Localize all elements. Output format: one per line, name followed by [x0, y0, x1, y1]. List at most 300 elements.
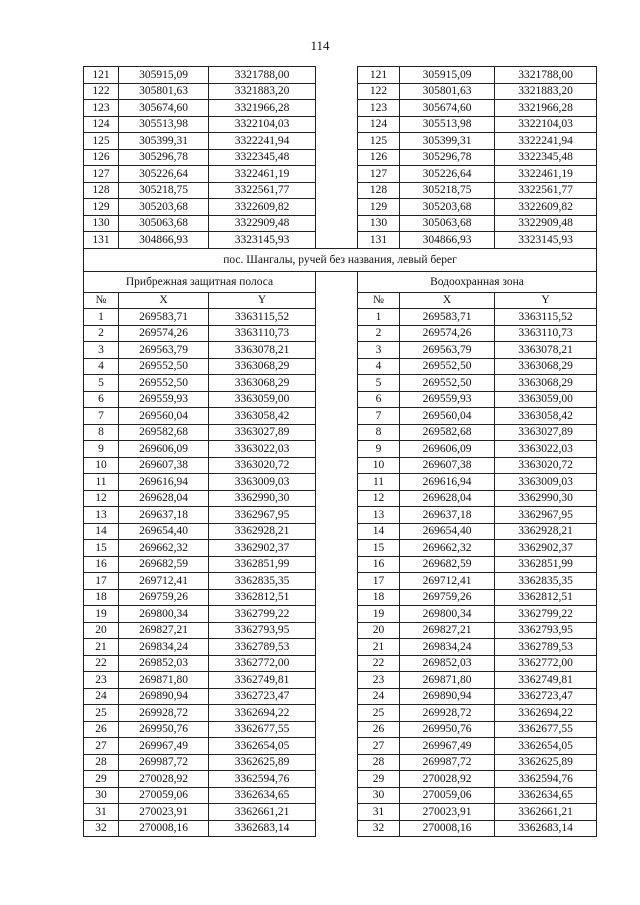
right-cell-no: 30: [358, 787, 400, 804]
left-cell-no: 32: [84, 820, 119, 837]
table-row: [84, 474, 597, 491]
table-gap: [316, 573, 358, 590]
left-cell-y: 3362677,55: [209, 721, 316, 738]
right-cell-no: 127: [358, 166, 400, 183]
left-cell-no: 14: [84, 523, 119, 540]
right-cell-y: 3362835,35: [495, 573, 597, 590]
left-cell-no: 122: [84, 83, 119, 100]
right-cell-y: 3362625,89: [495, 754, 597, 771]
right-cell-y: 3322461,19: [495, 166, 597, 183]
left-cell-y: 3322561,77: [209, 182, 316, 199]
right-cell-x: 305203,68: [400, 199, 495, 216]
left-cell-x: 305296,78: [119, 149, 209, 166]
left-cell-no: 123: [84, 100, 119, 117]
left-header-no: №: [84, 292, 119, 309]
right-cell-x: 269552,50: [400, 358, 495, 375]
right-cell-x: 269890,94: [400, 688, 495, 705]
left-cell-no: 130: [84, 215, 119, 232]
right-cell-no: 128: [358, 182, 400, 199]
table-gap: [316, 83, 358, 100]
right-cell-x: 305801,63: [400, 83, 495, 100]
right-cell-y: 3363022,03: [495, 441, 597, 458]
right-cell-no: 29: [358, 771, 400, 788]
right-cell-no: 122: [358, 83, 400, 100]
right-cell-x: 269682,59: [400, 556, 495, 573]
right-cell-no: 14: [358, 523, 400, 540]
right-cell-x: 270023,91: [400, 804, 495, 821]
left-cell-y: 3363058,42: [209, 408, 316, 425]
right-cell-y: 3362654,05: [495, 738, 597, 755]
table-row: [84, 232, 597, 249]
left-cell-no: 13: [84, 507, 119, 524]
table-gap: [316, 655, 358, 672]
right-cell-no: 15: [358, 540, 400, 557]
left-cell-x: 269606,09: [119, 441, 209, 458]
left-cell-y: 3323145,93: [209, 232, 316, 249]
right-cell-y: 3363068,29: [495, 358, 597, 375]
table-gap: [316, 474, 358, 491]
left-cell-y: 3362654,05: [209, 738, 316, 755]
table-row: [84, 490, 597, 507]
left-cell-no: 1: [84, 309, 119, 326]
left-cell-y: 3362967,95: [209, 507, 316, 524]
left-cell-x: 305063,68: [119, 215, 209, 232]
table-gap: [316, 100, 358, 117]
right-cell-x: 269852,03: [400, 655, 495, 672]
left-cell-y: 3362694,22: [209, 705, 316, 722]
right-cell-x: 269628,04: [400, 490, 495, 507]
table-gap: [316, 639, 358, 656]
left-cell-x: 269834,24: [119, 639, 209, 656]
right-cell-x: 269928,72: [400, 705, 495, 722]
right-cell-y: 3363110,73: [495, 325, 597, 342]
table-row: [84, 556, 597, 573]
table-gap: [316, 391, 358, 408]
left-cell-no: 18: [84, 589, 119, 606]
right-cell-x: 269559,93: [400, 391, 495, 408]
left-cell-no: 21: [84, 639, 119, 656]
right-cell-y: 3362902,37: [495, 540, 597, 557]
right-cell-y: 3322241,94: [495, 133, 597, 150]
table-gap: [316, 540, 358, 557]
table-row: [84, 424, 597, 441]
right-cell-x: 304866,93: [400, 232, 495, 249]
right-cell-no: 129: [358, 199, 400, 216]
right-cell-x: 269654,40: [400, 523, 495, 540]
left-cell-no: 31: [84, 804, 119, 821]
right-cell-y: 3321883,20: [495, 83, 597, 100]
right-cell-no: 17: [358, 573, 400, 590]
left-zone-title: Прибрежная защитная полоса: [84, 271, 316, 292]
left-cell-no: 128: [84, 182, 119, 199]
left-cell-no: 3: [84, 342, 119, 359]
left-cell-y: 3322241,94: [209, 133, 316, 150]
table-row: [84, 457, 597, 474]
table-row: [84, 342, 597, 359]
left-cell-x: 269967,49: [119, 738, 209, 755]
right-cell-no: 11: [358, 474, 400, 491]
right-cell-no: 25: [358, 705, 400, 722]
left-cell-y: 3321966,28: [209, 100, 316, 117]
table-gap: [316, 457, 358, 474]
right-cell-y: 3362634,65: [495, 787, 597, 804]
left-cell-y: 3362683,14: [209, 820, 316, 837]
right-cell-no: 3: [358, 342, 400, 359]
right-cell-no: 23: [358, 672, 400, 689]
table-row: [84, 100, 597, 117]
left-cell-y: 3362594,76: [209, 771, 316, 788]
right-cell-y: 3363009,03: [495, 474, 597, 491]
table-row: [84, 441, 597, 458]
table-row: [84, 738, 597, 755]
right-cell-no: 32: [358, 820, 400, 837]
right-cell-no: 124: [358, 116, 400, 133]
left-cell-y: 3363110,73: [209, 325, 316, 342]
left-cell-y: 3322609,82: [209, 199, 316, 216]
right-cell-y: 3362749,81: [495, 672, 597, 689]
left-cell-x: 305399,31: [119, 133, 209, 150]
right-cell-y: 3362661,21: [495, 804, 597, 821]
table-gap: [316, 804, 358, 821]
right-cell-y: 3362812,51: [495, 589, 597, 606]
right-cell-y: 3362772,00: [495, 655, 597, 672]
left-cell-y: 3362634,65: [209, 787, 316, 804]
right-cell-x: 269560,04: [400, 408, 495, 425]
right-cell-no: 18: [358, 589, 400, 606]
right-cell-y: 3321966,28: [495, 100, 597, 117]
table-row: [84, 199, 597, 216]
table-row: [84, 375, 597, 392]
right-cell-y: 3363027,89: [495, 424, 597, 441]
left-cell-y: 3362749,81: [209, 672, 316, 689]
page-number: 114: [310, 38, 330, 53]
table-row: [84, 309, 597, 326]
left-cell-x: 270028,92: [119, 771, 209, 788]
left-cell-no: 30: [84, 787, 119, 804]
right-cell-y: 3362990,30: [495, 490, 597, 507]
table-gap: [316, 199, 358, 216]
section-header: [84, 248, 597, 309]
right-cell-x: 270059,06: [400, 787, 495, 804]
table-row: [84, 166, 597, 183]
right-zone-title: Водоохранная зона: [358, 271, 597, 292]
table-gap: [316, 271, 358, 292]
right-cell-y: 3321788,00: [495, 67, 597, 84]
right-cell-x: 305674,60: [400, 100, 495, 117]
left-cell-x: 269950,76: [119, 721, 209, 738]
right-cell-x: 269987,72: [400, 754, 495, 771]
table-row: [84, 820, 597, 837]
table-gap: [316, 166, 358, 183]
left-cell-no: 29: [84, 771, 119, 788]
table-row: [84, 754, 597, 771]
table-gap: [316, 606, 358, 623]
right-cell-no: 20: [358, 622, 400, 639]
left-cell-no: 25: [84, 705, 119, 722]
table-gap: [316, 688, 358, 705]
left-cell-y: 3362723,47: [209, 688, 316, 705]
table-row: [84, 391, 597, 408]
right-cell-no: 131: [358, 232, 400, 249]
right-cell-no: 6: [358, 391, 400, 408]
table-row: [84, 589, 597, 606]
table-row: [84, 688, 597, 705]
table-gap: [316, 490, 358, 507]
left-cell-y: 3363059,00: [209, 391, 316, 408]
table-gap: [316, 622, 358, 639]
right-cell-y: 3363115,52: [495, 309, 597, 326]
left-header-y: Y: [209, 292, 316, 309]
left-cell-y: 3363009,03: [209, 474, 316, 491]
right-cell-no: 31: [358, 804, 400, 821]
left-cell-y: 3321883,20: [209, 83, 316, 100]
table-row: [84, 408, 597, 425]
table-gap: [316, 292, 358, 309]
table-gap: [316, 116, 358, 133]
right-cell-y: 3323145,93: [495, 232, 597, 249]
left-cell-no: 11: [84, 474, 119, 491]
left-cell-x: 269552,50: [119, 375, 209, 392]
block1-body: [84, 67, 597, 249]
table-row: [84, 721, 597, 738]
table-row: [84, 606, 597, 623]
table-gap: [316, 424, 358, 441]
table-gap: [316, 441, 358, 458]
right-cell-y: 3322345,48: [495, 149, 597, 166]
left-cell-no: 4: [84, 358, 119, 375]
table-row: [84, 116, 597, 133]
left-cell-x: 269759,26: [119, 589, 209, 606]
right-cell-x: 269583,71: [400, 309, 495, 326]
table-gap: [316, 133, 358, 150]
right-cell-y: 3363059,00: [495, 391, 597, 408]
right-cell-x: 305063,68: [400, 215, 495, 232]
right-cell-y: 3322104,03: [495, 116, 597, 133]
right-cell-y: 3362793,95: [495, 622, 597, 639]
right-cell-x: 269662,32: [400, 540, 495, 557]
left-cell-x: 270059,06: [119, 787, 209, 804]
table-gap: [316, 67, 358, 84]
table-row: [84, 787, 597, 804]
table-gap: [316, 408, 358, 425]
right-cell-no: 125: [358, 133, 400, 150]
right-cell-x: 305218,75: [400, 182, 495, 199]
left-cell-no: 19: [84, 606, 119, 623]
left-cell-x: 269560,04: [119, 408, 209, 425]
left-cell-x: 269637,18: [119, 507, 209, 524]
left-cell-x: 304866,93: [119, 232, 209, 249]
left-cell-x: 269654,40: [119, 523, 209, 540]
left-cell-y: 3363068,29: [209, 358, 316, 375]
right-cell-no: 130: [358, 215, 400, 232]
left-cell-y: 3362789,53: [209, 639, 316, 656]
table-gap: [316, 589, 358, 606]
table-gap: [316, 820, 358, 837]
left-cell-x: 305203,68: [119, 199, 209, 216]
right-cell-y: 3362851,99: [495, 556, 597, 573]
right-cell-y: 3362594,76: [495, 771, 597, 788]
table-row: [84, 540, 597, 557]
right-cell-no: 126: [358, 149, 400, 166]
left-cell-x: 269800,34: [119, 606, 209, 623]
left-cell-no: 129: [84, 199, 119, 216]
right-cell-x: 305399,31: [400, 133, 495, 150]
right-cell-no: 27: [358, 738, 400, 755]
right-cell-y: 3363058,42: [495, 408, 597, 425]
left-cell-no: 7: [84, 408, 119, 425]
table-row: [84, 149, 597, 166]
left-cell-x: 269662,32: [119, 540, 209, 557]
left-cell-x: 269712,41: [119, 573, 209, 590]
table-gap: [316, 738, 358, 755]
left-cell-x: 270023,91: [119, 804, 209, 821]
table-gap: [316, 309, 358, 326]
right-cell-x: 269834,24: [400, 639, 495, 656]
right-cell-x: 269637,18: [400, 507, 495, 524]
left-cell-no: 10: [84, 457, 119, 474]
right-cell-x: 269552,50: [400, 375, 495, 392]
left-cell-x: 269871,80: [119, 672, 209, 689]
left-cell-x: 269583,71: [119, 309, 209, 326]
right-cell-y: 3362967,95: [495, 507, 597, 524]
coordinates-table: [83, 66, 597, 837]
right-cell-x: 269871,80: [400, 672, 495, 689]
left-cell-no: 26: [84, 721, 119, 738]
table-gap: [316, 232, 358, 249]
right-cell-no: 12: [358, 490, 400, 507]
right-cell-x: 269950,76: [400, 721, 495, 738]
right-cell-no: 121: [358, 67, 400, 84]
section-title: пос. Шангалы, ручей без названия, левый берег: [84, 248, 597, 271]
right-cell-no: 5: [358, 375, 400, 392]
left-cell-no: 12: [84, 490, 119, 507]
right-cell-no: 1: [358, 309, 400, 326]
table-row: [84, 507, 597, 524]
right-cell-x: 269759,26: [400, 589, 495, 606]
table-gap: [316, 325, 358, 342]
right-cell-y: 3362799,22: [495, 606, 597, 623]
right-cell-no: 26: [358, 721, 400, 738]
right-cell-x: 305296,78: [400, 149, 495, 166]
right-cell-y: 3363068,29: [495, 375, 597, 392]
left-cell-no: 126: [84, 149, 119, 166]
left-cell-x: 269852,03: [119, 655, 209, 672]
table-gap: [316, 342, 358, 359]
left-cell-y: 3322909,48: [209, 215, 316, 232]
table-gap: [316, 523, 358, 540]
left-cell-x: 305226,64: [119, 166, 209, 183]
left-cell-x: 305801,63: [119, 83, 209, 100]
left-cell-x: 270008,16: [119, 820, 209, 837]
right-header-y: Y: [495, 292, 597, 309]
left-cell-y: 3362799,22: [209, 606, 316, 623]
table-row: [84, 83, 597, 100]
right-cell-no: 22: [358, 655, 400, 672]
left-cell-y: 3363022,03: [209, 441, 316, 458]
right-cell-no: 16: [358, 556, 400, 573]
right-cell-x: 269967,49: [400, 738, 495, 755]
table-row: [84, 804, 597, 821]
left-cell-y: 3362851,99: [209, 556, 316, 573]
left-cell-no: 17: [84, 573, 119, 590]
right-cell-no: 9: [358, 441, 400, 458]
right-cell-y: 3322609,82: [495, 199, 597, 216]
left-cell-x: 305218,75: [119, 182, 209, 199]
left-cell-y: 3321788,00: [209, 67, 316, 84]
left-cell-no: 124: [84, 116, 119, 133]
table-row: [84, 655, 597, 672]
left-cell-y: 3362902,37: [209, 540, 316, 557]
left-cell-no: 2: [84, 325, 119, 342]
left-cell-x: 269682,59: [119, 556, 209, 573]
right-cell-x: 305513,98: [400, 116, 495, 133]
left-cell-x: 269827,21: [119, 622, 209, 639]
left-cell-no: 16: [84, 556, 119, 573]
left-cell-y: 3363115,52: [209, 309, 316, 326]
table-gap: [316, 787, 358, 804]
right-cell-x: 270008,16: [400, 820, 495, 837]
left-cell-x: 269559,93: [119, 391, 209, 408]
right-cell-x: 269607,38: [400, 457, 495, 474]
left-cell-y: 3322345,48: [209, 149, 316, 166]
left-cell-no: 28: [84, 754, 119, 771]
left-cell-no: 131: [84, 232, 119, 249]
left-cell-y: 3322104,03: [209, 116, 316, 133]
left-cell-no: 8: [84, 424, 119, 441]
right-cell-no: 28: [358, 754, 400, 771]
left-cell-x: 305915,09: [119, 67, 209, 84]
table-row: [84, 672, 597, 689]
right-cell-y: 3363078,21: [495, 342, 597, 359]
right-cell-no: 24: [358, 688, 400, 705]
right-cell-y: 3322909,48: [495, 215, 597, 232]
table-row: [84, 639, 597, 656]
left-cell-y: 3363020,72: [209, 457, 316, 474]
right-cell-y: 3322561,77: [495, 182, 597, 199]
left-cell-no: 125: [84, 133, 119, 150]
table-gap: [316, 705, 358, 722]
right-cell-x: 269582,68: [400, 424, 495, 441]
left-cell-x: 269616,94: [119, 474, 209, 491]
left-cell-no: 20: [84, 622, 119, 639]
left-cell-no: 15: [84, 540, 119, 557]
table-gap: [316, 182, 358, 199]
right-cell-y: 3362723,47: [495, 688, 597, 705]
table-row: [84, 358, 597, 375]
left-cell-y: 3322461,19: [209, 166, 316, 183]
table-gap: [316, 754, 358, 771]
right-cell-no: 4: [358, 358, 400, 375]
left-cell-y: 3363078,21: [209, 342, 316, 359]
right-cell-x: 269616,94: [400, 474, 495, 491]
table-row: [84, 573, 597, 590]
table-row: [84, 325, 597, 342]
right-cell-no: 123: [358, 100, 400, 117]
left-cell-x: 269607,38: [119, 457, 209, 474]
left-cell-y: 3362661,21: [209, 804, 316, 821]
table-gap: [316, 771, 358, 788]
left-cell-y: 3362772,00: [209, 655, 316, 672]
left-cell-y: 3363068,29: [209, 375, 316, 392]
left-cell-y: 3362835,35: [209, 573, 316, 590]
left-cell-no: 5: [84, 375, 119, 392]
right-cell-x: 269827,21: [400, 622, 495, 639]
left-cell-no: 127: [84, 166, 119, 183]
right-cell-y: 3362694,22: [495, 705, 597, 722]
table-row: [84, 67, 597, 84]
right-cell-y: 3362928,21: [495, 523, 597, 540]
right-cell-x: 269800,34: [400, 606, 495, 623]
